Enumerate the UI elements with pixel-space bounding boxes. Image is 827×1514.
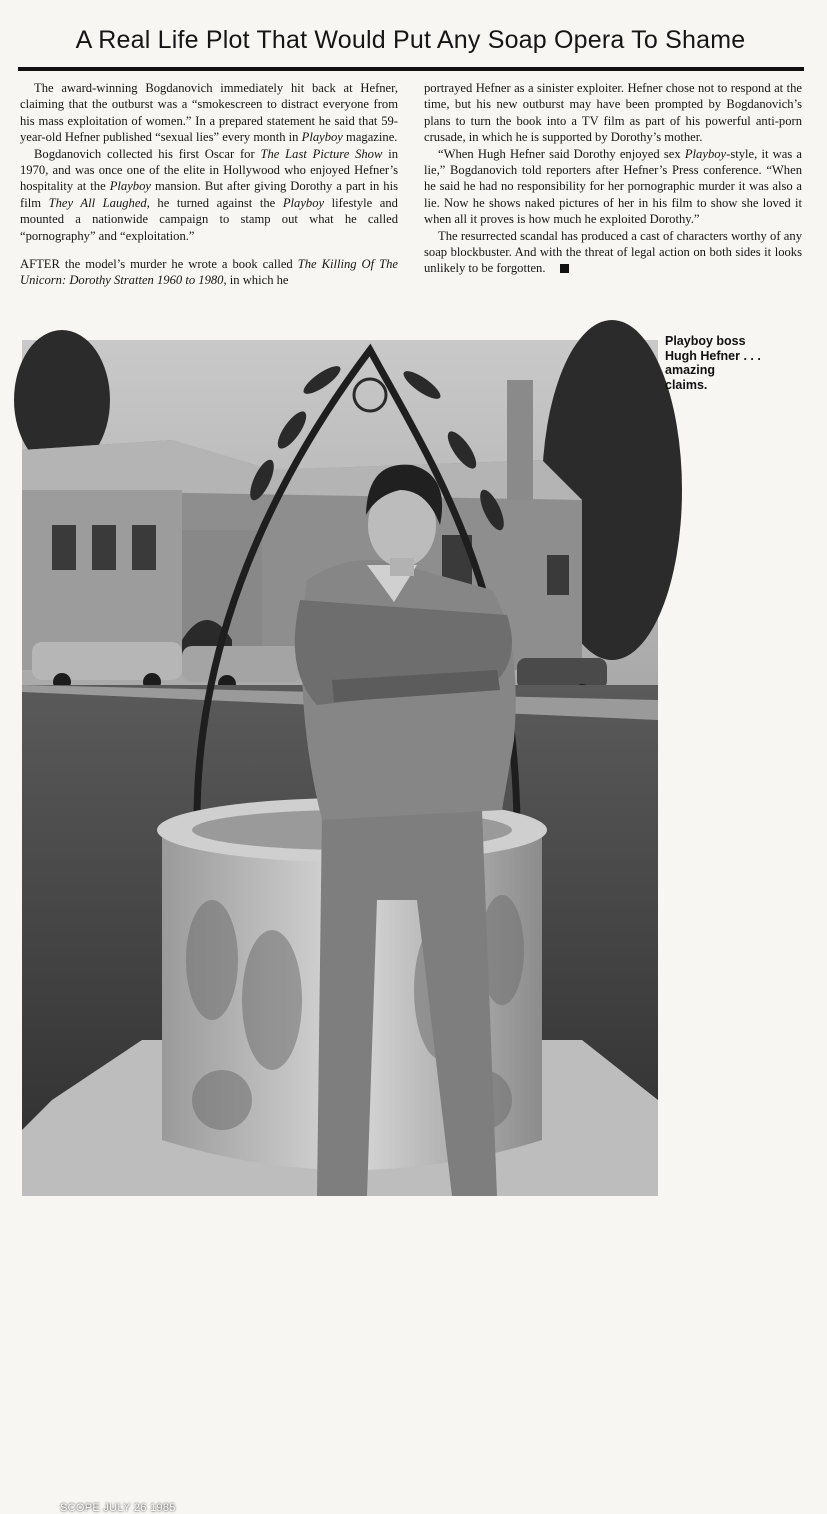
paragraph: portrayed Hefner as a sinister exploiter. Hefner chose not to respond at the time, but his new outburst may have been prompted by Bogdanovich’s plans to turn the book into a TV film as part of his powerful anti-porn crusade, in which he is supported by Dorothy’s mother.: [424, 81, 802, 145]
caption-line: amazing: [665, 363, 716, 377]
article-column-right: [424, 80, 802, 277]
paragraph: “When Hugh Hefner said Dorothy enjoyed sex Playboy-style, it was a lie,” Bogdanovich told reporters after Hefner’s Press conference. “When he said he had no responsibility for her pornographic murder it was also a lie. Now he shows naked pictures of her in his film to show she loved it when all it proves is how much he exploited Dorothy.”: [424, 146, 802, 227]
article-column-left: [20, 80, 398, 289]
headline-rule: [18, 67, 804, 71]
hefner-photo: [22, 340, 658, 1514]
caption-line: claims.: [665, 377, 708, 392]
article-headline: A Real Life Plot That Would Put Any Soap Opera To Shame: [75, 26, 746, 54]
caption-line: Playboy boss: [665, 334, 746, 348]
paragraph: Bogdanovich collected his first Oscar for The Last Picture Show in 1970, and was once one of the elite in Hollywood who enjoyed Hefner’s hospitality at the Playboy mansion. But after giving Dorothy a part in his film They All Laughed, he turned against the Playboy lifestyle and mounted a nationwide campaign to stamp out what he called “pornography” and “exploitation.”: [20, 146, 399, 243]
caption-line: Hugh Hefner . . .: [665, 348, 761, 363]
paragraph: The resurrected scandal has produced a cast of characters worthy of any soap blockbuster. And with the threat of legal action on both sides it looks unlikely to be forgotten.: [424, 228, 802, 276]
page-folio: SCOPE JULY 26 1985: [60, 1502, 176, 1514]
end-mark-icon: [560, 264, 569, 273]
paragraph: AFTER the model’s murder he wrote a book called The Killing Of The Unicorn: Dorothy Stratten 1960 to 1980, in which he: [20, 257, 398, 288]
photo-caption: [665, 334, 805, 392]
photo-illustration: [22, 340, 658, 1196]
paragraph: The award-winning Bogdanovich immediately hit back at Hefner, claiming that the outburst was a “smokescreen to distract everyone from his mass exploitation of women.” In a prepared statement he said that 59-year-old Hefner published “sexual lies” every month in Playboy magazine.: [20, 81, 398, 145]
